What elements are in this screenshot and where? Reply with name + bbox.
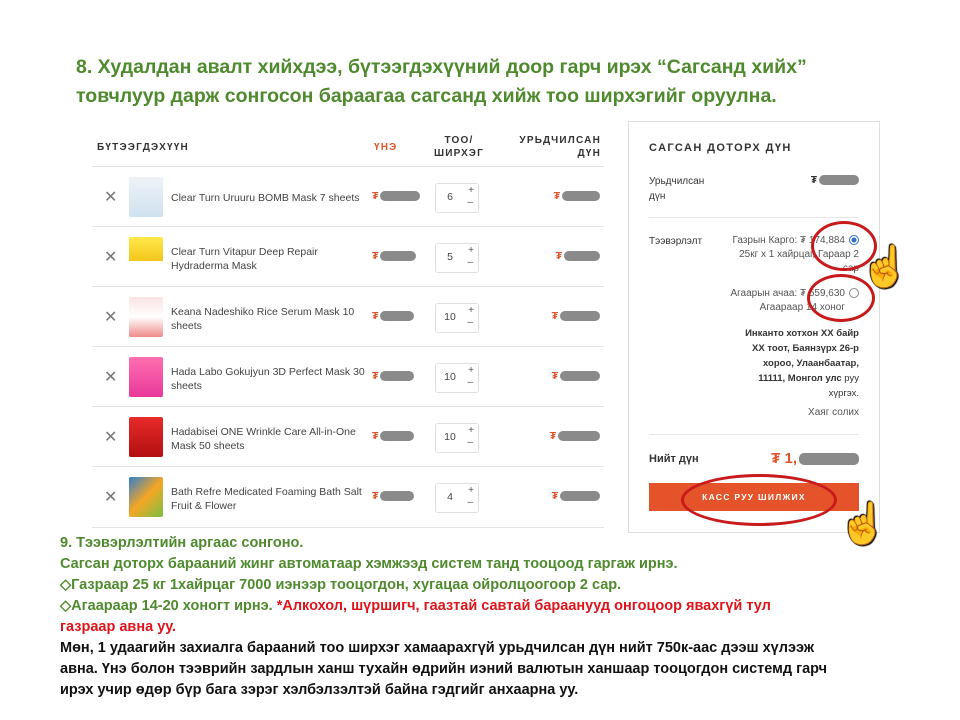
note-air-warning: газраар авна уу. [60, 619, 177, 635]
unit-price: ₮ [372, 310, 414, 322]
table-row [92, 226, 604, 287]
decrease-qty-button[interactable]: – [467, 377, 473, 388]
product-name[interactable]: Keana Nadeshiko Rice Serum Mask 10 sheets [171, 306, 355, 332]
header-price: ҮНЭ [374, 142, 398, 153]
quantity-stepper[interactable] [435, 423, 479, 453]
table-row [92, 466, 604, 528]
quantity-value[interactable]: 6 [447, 191, 453, 203]
remove-item-button[interactable]: ✕ [104, 429, 118, 446]
unit-price: ₮ [372, 490, 414, 502]
product-thumbnail [129, 417, 163, 457]
unit-price: ₮ [372, 370, 414, 382]
product-thumbnail [129, 177, 163, 217]
summary-title: САГСАН ДОТОРХ ДҮН [649, 142, 792, 154]
line-subtotal: ₮ [552, 370, 600, 382]
unit-price: ₮ [372, 430, 414, 442]
note-step-9: 9. Тээвэрлэлтийн аргаас сонгоно. [60, 535, 304, 551]
header-qty: ТОО/ ШИРХЭГ [434, 135, 484, 159]
line-subtotal: ₮ [550, 430, 600, 442]
decrease-qty-button[interactable]: – [467, 317, 473, 328]
product-thumbnail [129, 357, 163, 397]
quantity-value[interactable]: 10 [444, 431, 456, 443]
shipping-option-ground[interactable]: Газрын Карго: ₮ 174,884 25кг x 1 хайрцаг, Гараар 2 сар [732, 235, 859, 274]
product-name[interactable]: Bath Refre Medicated Foaming Bath Salt Fruit & Flower [171, 486, 362, 512]
decrease-qty-button[interactable]: – [467, 197, 473, 208]
product-thumbnail [129, 237, 163, 277]
product-thumbnail [129, 477, 163, 517]
remove-item-button[interactable]: ✕ [104, 309, 118, 326]
heading-line-1: 8. Худалдан авалт хийхдээ, бүтээгдэхүүний доор гарч ирэх “Сагсанд хийх” [76, 56, 807, 78]
table-row [92, 406, 604, 467]
increase-qty-button[interactable]: + [468, 185, 474, 196]
note-ground-shipping: ◇Газраар 25 кг 1хайрцаг 7000 иэнээр тооцогдон, хугацаа ойролцоогоор 2 сар. [60, 577, 622, 593]
line-subtotal: ₮ [556, 250, 600, 262]
quantity-stepper[interactable] [435, 363, 479, 393]
product-name[interactable]: Clear Turn Uruuru BOMB Mask 7 sheets [171, 192, 360, 204]
total-label: Нийт дүн [649, 453, 699, 465]
cart-table [92, 122, 604, 528]
line-subtotal: ₮ [552, 310, 600, 322]
note-air-shipping: ◇Агаараар 14-20 хоногт ирнэ. *Алкохол, шүршигч, гаазтай савтай бараанууд онгоцоор явахгүй тул [60, 598, 771, 614]
divider [649, 217, 859, 218]
header-subtotal: УРЬДЧИЛСАН ДҮН [519, 135, 601, 159]
pointer-hand-icon: ☝ [860, 245, 910, 289]
instruction-notes [60, 533, 940, 701]
line-subtotal: ₮ [552, 490, 600, 502]
product-name[interactable]: Hada Labo Gokujyun 3D Perfect Mask 30 sheets [171, 366, 365, 392]
quantity-stepper[interactable] [435, 303, 479, 333]
increase-qty-button[interactable]: + [468, 425, 474, 436]
quantity-value[interactable]: 10 [444, 371, 456, 383]
increase-qty-button[interactable]: + [468, 245, 474, 256]
decrease-qty-button[interactable]: – [467, 497, 473, 508]
quantity-stepper[interactable] [435, 483, 479, 513]
increase-qty-button[interactable]: + [468, 305, 474, 316]
header-product: БҮТЭЭГДЭХҮҮН [97, 142, 189, 153]
line-subtotal: ₮ [554, 190, 600, 202]
table-row [92, 346, 604, 407]
checkout-button[interactable]: КАСС РУУ ШИЛЖИХ [649, 483, 859, 511]
remove-item-button[interactable]: ✕ [104, 489, 118, 506]
table-row [92, 166, 604, 227]
note-minimum-order: Мөн, 1 удаагийн захиалга барааний тоо ширхэг хамаарахгүй урьдчилсан дүн нийт 750к-аас дээш хүлээж [60, 640, 815, 656]
product-name[interactable]: Hadabisei ONE Wrinkle Care All-in-One Mask 50 sheets [171, 426, 356, 452]
shipping-option-air[interactable]: Агаарын ачаа: ₮ 559,630 Агаараар 14 хоног [699, 287, 859, 315]
delivery-address: Инканто хотхон XX байр XX тоот, Баянзүрх 26-р хороо, Улаанбаатар, 11111, Монгол улс руу хүргэх. [745, 328, 859, 399]
heading-line-2: товчлуур дарж сонгосон бараагаа сагсанд хийж тоо ширхэгийг оруулна. [76, 85, 777, 107]
instruction-heading [76, 53, 896, 111]
subtotal-label: Урьдчилсан дүн [649, 176, 705, 202]
quantity-value[interactable]: 10 [444, 311, 456, 323]
pointer-hand-icon: ☝ [838, 502, 888, 546]
cart-summary-panel [628, 121, 880, 533]
increase-qty-button[interactable]: + [468, 485, 474, 496]
remove-item-button[interactable]: ✕ [104, 249, 118, 266]
subtotal-value: ₮ [811, 174, 859, 188]
quantity-stepper[interactable] [435, 243, 479, 273]
note-auto-weight: Сагсан доторх барааний жинг автоматаар хэмжээд систем танд тооцоод гаргаж ирнэ. [60, 556, 678, 572]
quantity-stepper[interactable] [435, 183, 479, 213]
shipping-label: Тээвэрлэлт [649, 236, 703, 247]
product-name[interactable]: Clear Turn Vitapur Deep Repair Hydraderma Mask [171, 246, 318, 272]
decrease-qty-button[interactable]: – [467, 437, 473, 448]
increase-qty-button[interactable]: + [468, 365, 474, 376]
decrease-qty-button[interactable]: – [467, 257, 473, 268]
quantity-value[interactable]: 4 [447, 491, 453, 503]
remove-item-button[interactable]: ✕ [104, 189, 118, 206]
table-row [92, 286, 604, 347]
product-thumbnail [129, 297, 163, 337]
unit-price: ₮ [372, 190, 420, 202]
remove-item-button[interactable]: ✕ [104, 369, 118, 386]
unit-price: ₮ [372, 250, 416, 262]
note-rate: авна. Үнэ болон тээврийн зардлын ханш тухайн өдрийн иэний валютын ханшаар тооцогдон системд гарч [60, 661, 828, 677]
highlight-circle [681, 474, 837, 526]
note-fluctuation: ирэх учир өдөр бүр бага зэрэг хэлбэлзэлтэй байна гэдгийг анхаарна уу. [60, 682, 579, 698]
total-value: ₮ 1, [771, 450, 859, 468]
divider [649, 434, 859, 435]
quantity-value[interactable]: 5 [447, 251, 453, 263]
change-address-link[interactable]: Хаяг солих [808, 407, 859, 418]
